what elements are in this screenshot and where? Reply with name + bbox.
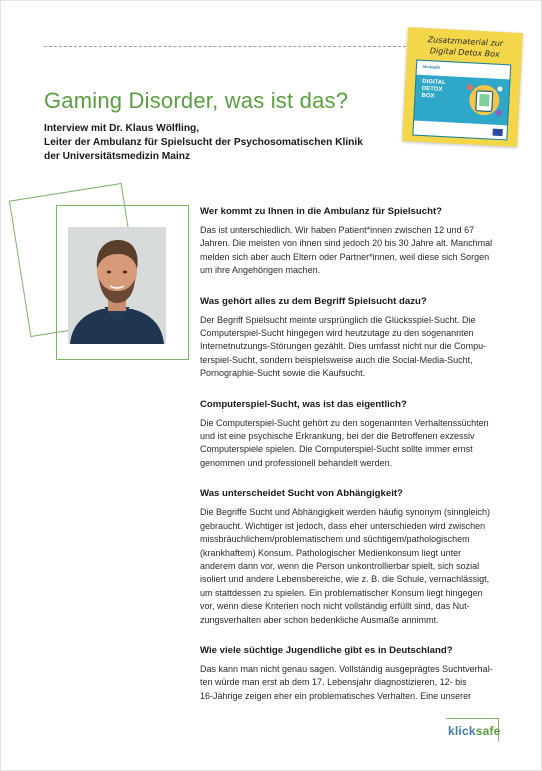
interview-byline [44,122,414,164]
promo-note [415,33,516,60]
box-logo: klicksafe [422,63,441,70]
box-title-line: DETOX [421,85,443,93]
portrait-photo [68,227,166,344]
answer-line: (krankhaftem) Konsum. Pathologischer Medienkonsum liegt unter [200,547,462,558]
byline-line: Interview mit Dr. Klaus Wölfling, [44,123,200,134]
answer-line: und ist eine psychische Erkrankung, bei der die Betroffenen exzessiv [200,431,475,442]
box-title [421,79,466,102]
promo-note-line: Zusatzmaterial zur [427,35,504,49]
box-title-line: DIGITAL [422,78,446,87]
qa-block [200,644,500,703]
qa-block [200,487,500,627]
answer-paragraph [200,506,500,627]
answer-line: missbräuchlichem/problematischem und süchtigem/pathologischem [200,534,470,545]
question-heading: Was unterscheidet Sucht von Abhängigkeit? [200,488,403,500]
question-heading: Wie viele süchtige Jugendliche gibt es in Deutschland? [200,644,453,656]
promo-note-line: Digital Detox Box [429,46,500,59]
answer-line: ten würde man erst ab dem 17. Lebensjahr diagnostizieren, 12- bis [200,677,467,688]
qa-block [200,398,500,471]
box-illustration [462,79,506,121]
answer-line: Computerspiel-Sucht hingegen wird heutzutage zu den sogenannten [200,328,474,339]
answer-line: anderem dann vor, wenn die Person unkontrollierbar spielt, sich sozial [200,560,480,571]
answer-line: Der Begriff Spielsucht meinte ursprünglich die Glücksspiel-Sucht. Die [200,314,476,325]
answer-line: terspiel-Sucht, sondern beispielsweise auch die Social-Media-Sucht, [200,354,473,365]
byline-line: Leiter der Ambulanz für Spielsucht der Psychosomatischen Klinik [44,137,363,148]
answer-paragraph [200,663,500,703]
answer-line: um stattdessen zu spielen. Ein problematischer Konsum liegt hingegen [200,587,483,598]
answer-line: gebraucht. Wichtiger ist jedoch, dass eher unterschieden wird zwischen [200,520,486,531]
box-title-line: BOX [421,92,435,100]
qa-block [200,205,500,278]
answer-line: zungsverhalten aber schon bedenkliche Ausmaße annimmt. [200,614,439,625]
answer-line: Pornographie-Sucht sowie die Kaufsucht. [200,368,366,379]
logo-part-klick: klick [448,724,476,738]
page-title: Gaming Disorder, was ist das? [44,88,349,113]
answer-line: 16-Jährige zeigen eher ein problematisches Verhalten. Eine unserer [200,690,472,701]
question-heading: Wer kommt zu Ihnen in die Ambulanz für Spielsucht? [200,206,442,217]
klicksafe-logo [446,718,500,742]
answer-line: Computerspiele spielen. Die Computerspiel-Sucht sollte immer ernst [200,444,473,455]
logo-wordmark [448,724,501,738]
answer-line: Das kann man nicht genau sagen. Vollständig ausgeprägtes Suchtverhal- [200,663,493,674]
eu-flag-icon [492,129,502,137]
logo-part-safe: safe [475,724,501,738]
answer-paragraph [200,224,500,278]
answer-line: Die Computerspiel-Sucht gehört zu den sogenannten Verhaltenssüchten [200,417,489,428]
box-header-strip [417,61,511,80]
answer-paragraph [200,314,500,381]
question-heading: Computerspiel-Sucht, was ist das eigentlich? [200,398,407,410]
answer-paragraph [200,417,500,471]
dotted-divider [44,46,406,47]
promo-sticker [402,27,523,147]
portrait-illustration [68,227,166,344]
interview-body [200,205,500,720]
answer-line: Das ist unterschiedlich. Wir haben Patient*innen zwischen 12 und 67 [200,225,475,235]
answer-line: vor, wenn diese Kriterien noch nicht vollständig erfüllt sind, das Nut- [200,601,470,612]
box-footer-strip [413,121,507,140]
answer-line: genommen und professionell behandelt werden. [200,457,393,468]
answer-line: Internetnutzungs-Störungen gezählt. Dies umfasst nicht nur die Compu- [200,341,487,352]
answer-line: Die Begriffe Sucht und Abhängigkeit werden häufig synonym (sinngleich) [200,507,491,518]
qa-block [200,295,500,381]
byline-line: der Universitätsmedizin Mainz [44,151,191,162]
answer-line: melden sich aber auch Eltern oder Partner*innen, weil diese sich Sorgen [200,251,490,262]
question-heading: Was gehört alles zu dem Begriff Spielsucht dazu? [200,295,427,307]
answer-line: um ihre Angehörigen machen. [200,265,321,276]
answer-line: isoliert und andere Lebensbereiche, wie z. B. die Schule, vernachlässigt, [200,574,490,585]
answer-line: Jahren. Die meisten von ihnen sind jedoch 20 bis 30 Jahre alt. Manchmal [200,238,493,249]
detox-box-image [412,60,511,141]
